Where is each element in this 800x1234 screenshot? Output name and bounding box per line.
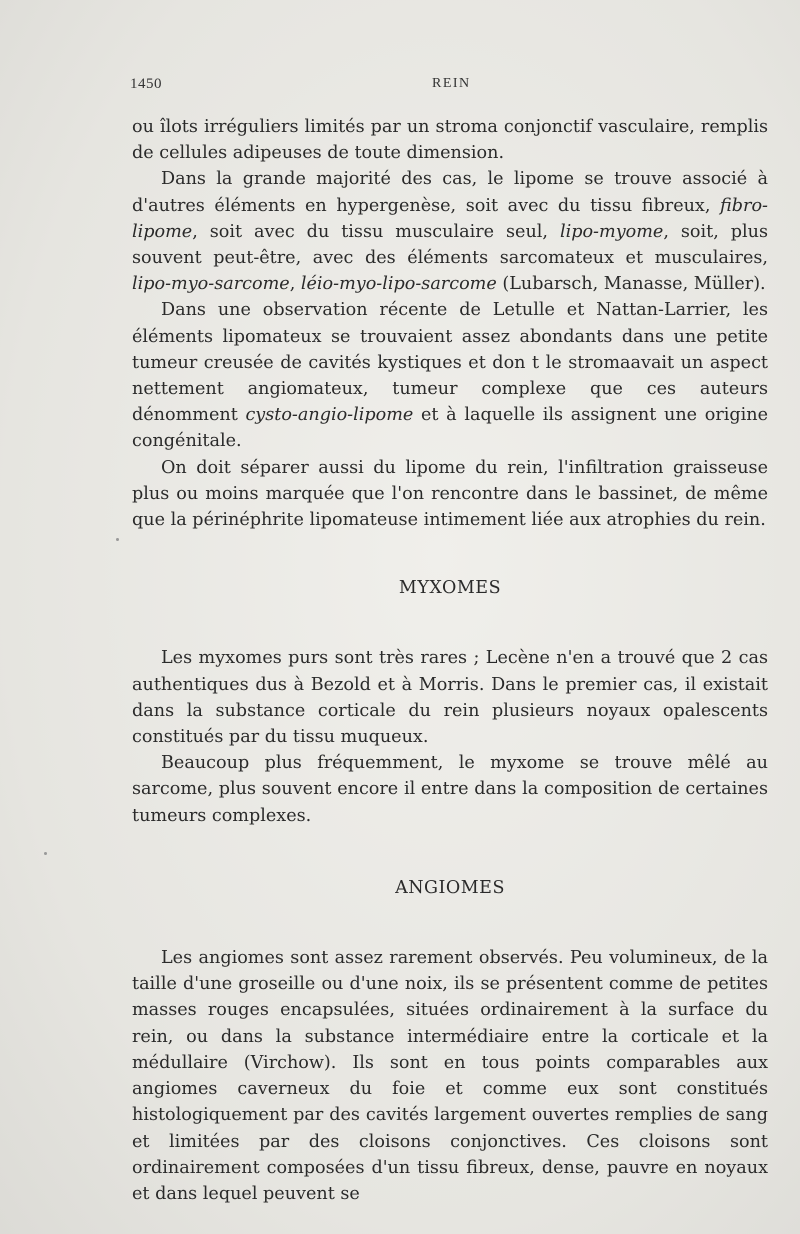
term-leio-myo-lipo-sarcome: léio-myo-lipo-sarcome: [300, 274, 497, 295]
text-run: ,: [289, 274, 301, 295]
section-title-myxomes: MYXOMES: [398, 578, 502, 599]
section-title-angiomes: ANGIOMES: [395, 877, 505, 898]
term-fibro-lipome: fibro-lipome: [132, 195, 768, 242]
term-lipo-myo-sarcome: lipo-myo-sarcome: [132, 274, 290, 295]
paper-speck: [116, 538, 119, 541]
paragraph-lipome-associations: [132, 166, 768, 297]
text-run: Dans la grande majorité des cas, le lipome se trouve associé à d'autres éléments en hypergenèse, soit avec du tissu fibreux,: [132, 169, 768, 216]
paragraph-letulle-observation: [132, 297, 768, 454]
paragraph-continuation: ou îlots irréguliers limités par un stroma conjonctif vasculaire, remplis de cellules adipeuses de toute dimension.: [132, 117, 768, 164]
text-run: et à laquelle ils assignent une origine congénitale.: [132, 405, 768, 452]
term-cysto-angio-lipome: cysto-angio-lipome: [245, 405, 414, 426]
term-lipo-myome: lipo-myome: [559, 221, 664, 242]
text-run: (Lubarsch, Manasse, Müller).: [496, 274, 766, 295]
text-run: Dans une observation récente de Letulle et Nattan-Larrier, les éléments lipomateux se trouvaient assez abondants dans une petite tumeur creusée de cavités kystiques et don t le stromaavait un aspect nettement angiomateux, tumeur complexe que ces auteurs dénomment: [132, 300, 768, 426]
paragraph-infiltration: On doit séparer aussi du lipome du rein, l'infiltration graisseuse plus ou moins marquée que l'on rencontre dans le bassinet, de même que la périnéphrite lipomateuse intimement liée aux atrophies du rein.: [132, 457, 768, 531]
page-header: [130, 76, 770, 100]
running-title: REIN: [432, 76, 471, 91]
paragraph-myxomes-2: Beaucoup plus fréquemment, le myxome se trouve mêlé au sarcome, plus souvent encore il entre dans la composition de certaines tumeurs complexes.: [132, 753, 768, 826]
paper-speck: [44, 852, 47, 855]
text-run: , soit avec du tissu musculaire seul,: [192, 221, 560, 242]
paragraph-myxomes-1: Les myxomes purs sont très rares ; Lecène n'en a trouvé que 2 cas authentiques dus à Bezold et à Morris. Dans le premier cas, il existait dans la substance corticale du rein plusieurs noyaux opalescents constitués par du tissu muqueux.: [132, 648, 768, 748]
body-text: [132, 114, 768, 1207]
paragraph-angiomes-1: Les angiomes sont assez rarement observés. Peu volumineux, de la taille d'une groseille ou d'une noix, ils se présentent comme de petites masses rouges encapsulées, situées ordinairement à la surface du rein, ou dans la substance intermédiaire entre la corticale et la médullaire (Virchow). Ils sont en tous points comparables aux angiomes caverneux du foie et comme eux sont constitués histologiquement par des cavités largement ouvertes remplies de sang et limitées par des cloisons conjonctives. Ces cloisons sont ordinairement composées d'un tissu fibreux, dense, pauvre en noyaux et dans lequel peuvent se: [132, 948, 768, 1204]
text-run: , soit, plus souvent peut-être, avec des éléments sarcomateux et musculaires,: [132, 221, 768, 269]
page-number: 1450: [130, 76, 162, 92]
